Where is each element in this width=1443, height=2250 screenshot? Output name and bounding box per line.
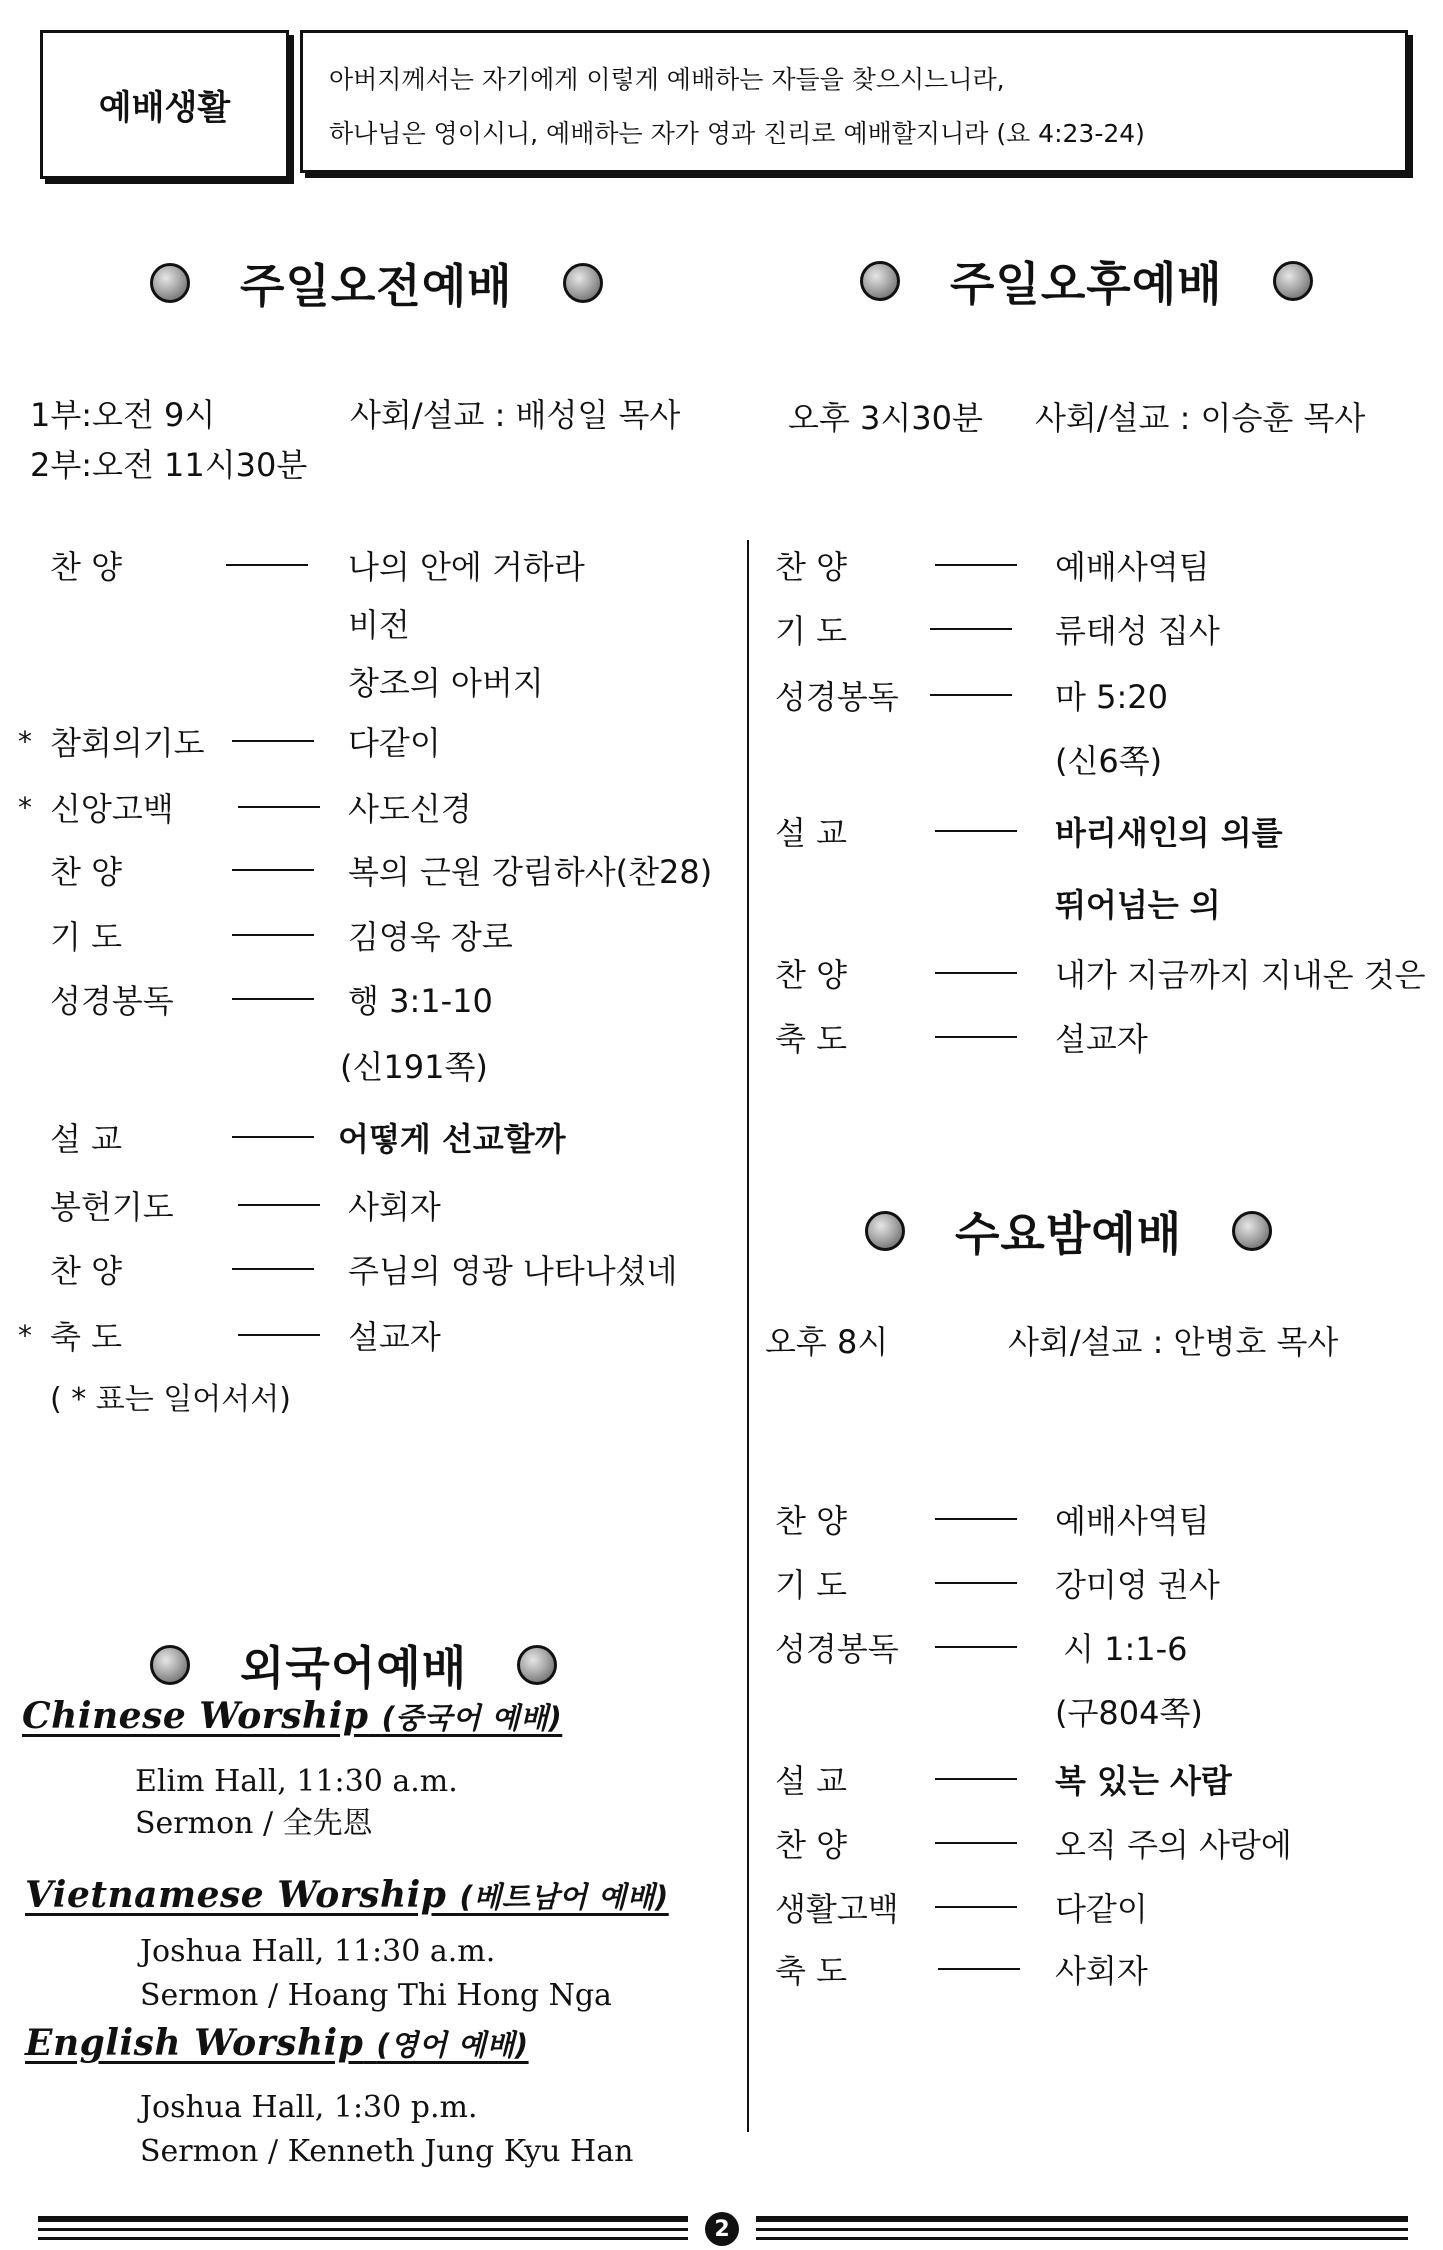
- bullet-ball-icon: [1273, 261, 1313, 301]
- dash-line: [935, 1906, 1017, 1908]
- dash-line: [238, 1204, 320, 1206]
- vietnamese-worship-place: Joshua Hall, 11:30 a.m.: [140, 1934, 496, 1969]
- dash-line: [938, 1968, 1020, 1970]
- morning-time-1: 1부:오전 9시: [30, 396, 216, 434]
- dash-line: [232, 869, 314, 871]
- dash-line: [935, 1582, 1017, 1584]
- chinese-worship-title: Chinese Worship (중국어 예배): [22, 1695, 563, 1737]
- dash-line: [232, 1268, 314, 1270]
- afternoon-service-title: 주일오후예배: [950, 257, 1223, 311]
- english-worship-place: Joshua Hall, 1:30 p.m.: [140, 2090, 478, 2125]
- foreign-service-header: [150, 1632, 557, 1698]
- chinese-worship-place: Elim Hall, 11:30 a.m.: [135, 1764, 458, 1799]
- section-title: 예배생활: [98, 88, 231, 128]
- wednesday-host: 사회/설교 : 안병호 목사: [1008, 1323, 1339, 1361]
- dash-line: [935, 830, 1017, 832]
- bullet-ball-icon: [860, 261, 900, 301]
- dash-line: [935, 1036, 1017, 1038]
- foreign-service-title: 외국어예배: [240, 1641, 468, 1695]
- english-worship-title: English Worship (영어 예배): [25, 2022, 529, 2064]
- wednesday-service-title: 수요밤예배: [955, 1207, 1183, 1261]
- dash-line: [930, 628, 1012, 630]
- morning-service-header: [150, 250, 603, 316]
- vietnamese-worship-sermon: Sermon / Hoang Thi Hong Nga: [140, 1978, 612, 2013]
- morning-host: 사회/설교 : 배성일 목사: [350, 396, 681, 434]
- bullet-ball-icon: [150, 263, 190, 303]
- page-number: 2: [705, 2212, 739, 2246]
- verse-line-1: 아버지께서는 자기에게 이렇게 예배하는 자들을 찾으시느니라,: [329, 65, 1005, 94]
- dash-line: [226, 564, 308, 566]
- dash-line: [935, 1646, 1017, 1648]
- verse-box: [300, 30, 1408, 173]
- dash-line: [232, 934, 314, 936]
- dash-line: [232, 998, 314, 1000]
- dash-line: [935, 1518, 1017, 1520]
- morning-time-2: 2부:오전 11시30분: [30, 446, 308, 484]
- dash-line: [238, 1334, 320, 1336]
- vietnamese-worship-title: Vietnamese Worship (베트남어 예배): [25, 1874, 669, 1916]
- dash-line: [935, 564, 1017, 566]
- chinese-worship-sermon: Sermon / 全先恩: [135, 1806, 373, 1841]
- bullet-ball-icon: [563, 263, 603, 303]
- verse-line-2: 하나님은 영이시니, 예배하는 자가 영과 진리로 예배할지니라 (요 4:23-24): [329, 119, 1145, 148]
- afternoon-time: 오후 3시30분: [788, 399, 983, 437]
- morning-service-title: 주일오전예배: [240, 259, 513, 313]
- dash-line: [935, 972, 1017, 974]
- bullet-ball-icon: [517, 1645, 557, 1685]
- dash-line: [935, 1778, 1017, 1780]
- english-worship-sermon: Sermon / Kenneth Jung Kyu Han: [140, 2134, 634, 2169]
- wednesday-time: 오후 8시: [765, 1323, 889, 1361]
- dash-line: [935, 1842, 1017, 1844]
- bullet-ball-icon: [865, 1211, 905, 1251]
- dash-line: [232, 740, 314, 742]
- afternoon-host: 사회/설교 : 이승훈 목사: [1035, 399, 1366, 437]
- section-title-box: [40, 30, 289, 179]
- standing-note: ( * 표는 일어서서): [50, 1382, 291, 1417]
- afternoon-service-header: [860, 248, 1313, 314]
- dash-line: [232, 1136, 314, 1138]
- wednesday-service-header: [865, 1198, 1272, 1264]
- bullet-ball-icon: [150, 1645, 190, 1685]
- dash-line: [238, 806, 320, 808]
- bullet-ball-icon: [1232, 1211, 1272, 1251]
- column-divider: [747, 540, 749, 2132]
- dash-line: [930, 694, 1012, 696]
